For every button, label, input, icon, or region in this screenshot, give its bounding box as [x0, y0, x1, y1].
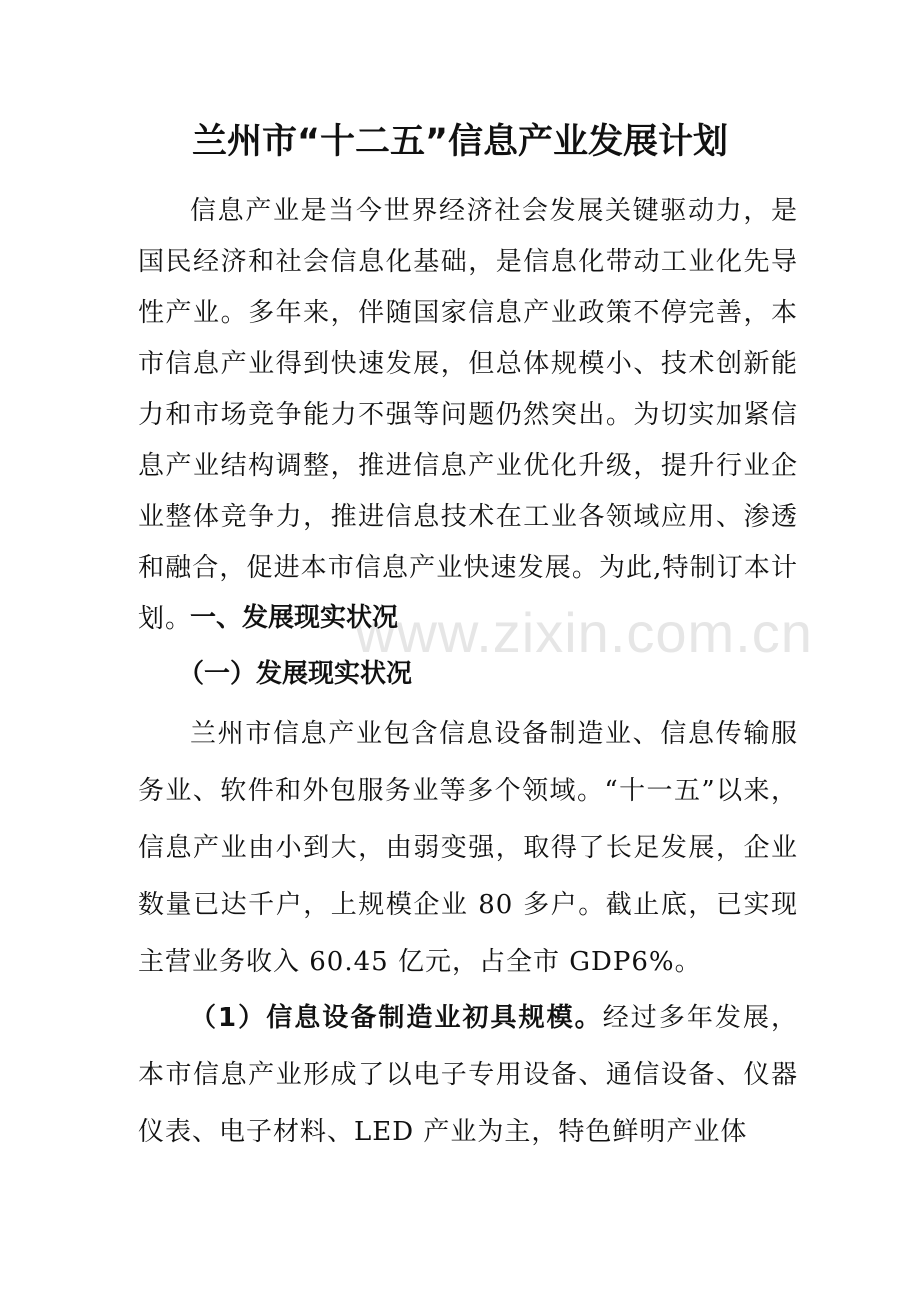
item1-lead: （1）信息设备制造业初具规模。 [190, 1003, 603, 1033]
section-heading: 一、发展现实状况 [190, 603, 399, 633]
subsection-heading: （一）发展现实状况 [178, 659, 413, 689]
intro-paragraph: 信息产业是当今世界经济社会发展关键驱动力，是国民经济和社会信息化基础，是信息化带动工业化先导性产业。多年来，伴随国家信息产业政策不停完善，本市信息产业得到快速发展，但总体规模小、技术创新能力和市场竞争能力不强等问题仍然突出。为切实加紧信息产业结构调整，推进信息产业优化升级，提升行业企业整体竞争力，推进信息技术在工业各领域应用、渗透和融合，促进本市信息产业快速发展。为此,特制订本计划。 [138, 196, 798, 634]
item1-paragraph [138, 990, 798, 1161]
item1-text: 经过多年发展，本市信息产业形成了以电子专用设备、通信设备、仪器仪表、电子材料、LED 产业为主，特色鲜明产业体 [138, 1003, 798, 1147]
overview-paragraph: 兰州市信息产业包含信息设备制造业、信息传输服务业、软件和外包服务业等多个领域。“十一五”以来，信息产业由小到大，由弱变强，取得了长足发展，企业数量已达千户，上规模企业 80 多户。截止底，已实现主营业务收入 60.45 亿元，占全市 GDP6%。 [138, 719, 798, 977]
watermark: www.zixin.com.cn [355, 601, 813, 664]
document-title: 兰州市“十二五”信息产业发展计划 [191, 122, 728, 162]
